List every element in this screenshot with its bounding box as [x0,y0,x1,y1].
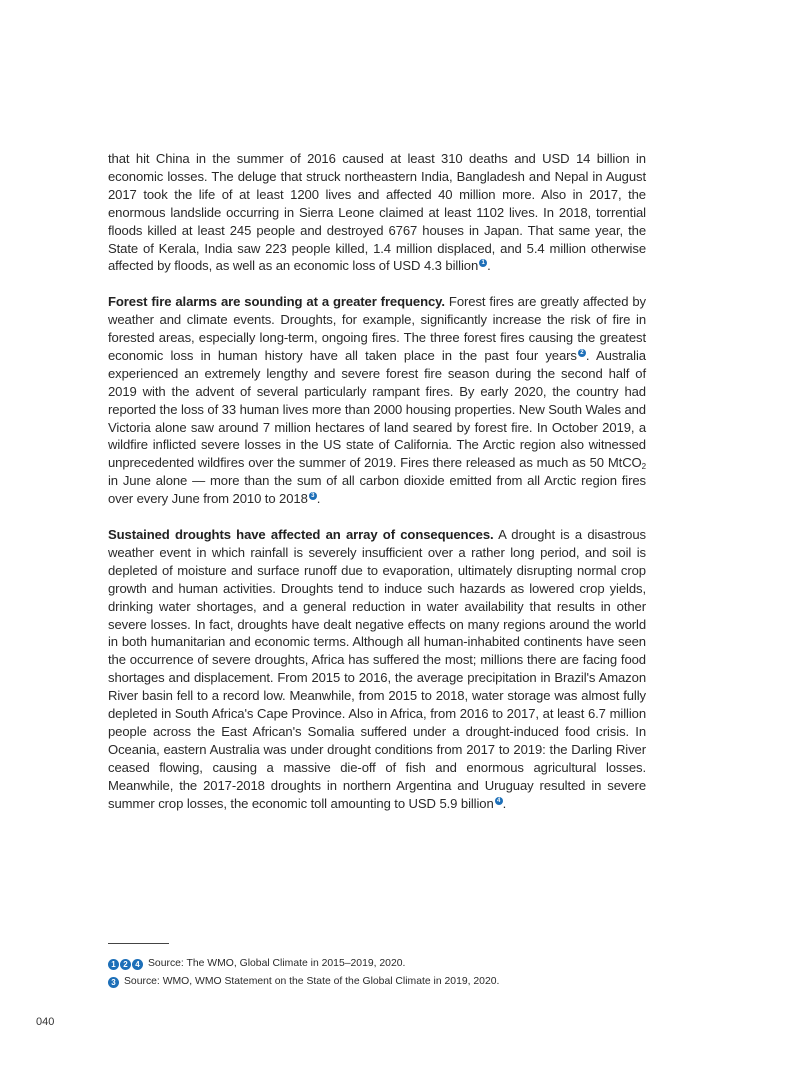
paragraph-floods [108,150,646,275]
footnote-ref-1[interactable]: 1 [479,259,487,267]
footnote-ref-3[interactable]: 3 [309,492,317,500]
footnote-item [108,973,499,991]
paragraph-forest-fires [108,293,646,508]
paragraph-text: A drought is a disastrous weather event in which rainfall is severely insufficient over a rather long period, and soil is depleted of moisture and surface runoff due to evaporation, ultimately disrupting normal crop growth and human activities. Droughts tend to induce such hazards as lowered crop yields, drinking water shortages, and a general reduction in water availability that results in other severe losses. In fact, droughts have dealt negative effects on many regions around the world in both humanitarian and economic terms. Although all human-inhabited continents have seen the occurrence of severe droughts, Africa has suffered the most; millions there are facing food shortages and displacement. From 2015 to 2016, the average precipitation in Brazil's Amazon River basin fell to a record low. Meanwhile, from 2015 to 2018, water storage was almost fully depleted in South Africa's Cape Province. Also in Africa, from 2016 to 2017, at least 6.7 million people across the East African's Somalia suffered under a drought-induced food crisis. In Oceania, eastern Australia was under drought conditions from 2017 to 2019: the Darling River ceased flowing, causing a massive die-off of fish and enormous agricultural losses. Meanwhile, the 2017-2018 droughts in northern Argentina and Uruguay resulted in severe summer crop losses, the economic toll amounting to USD 5.9 billion [108,527,646,811]
paragraph-text: Forest fires are greatly affected by weather and climate events. Droughts, for example, significantly increase the risk of fire in forested areas, especially long-term, ongoing fires. The three forest fires causing the greatest economic loss in human history have all taken place in the past four years [108,294,646,363]
footnote-divider [108,943,169,944]
punctuation: . [316,491,321,507]
footnote-text: Source: WMO, WMO Statement on the State of the Global Climate in 2019, 2020. [124,976,500,987]
paragraph-text: . Australia experienced an extremely lengthy and severe forest fire season during the second half of 2019 with the advent of several particularly rampant fires. By early 2020, the country had reported the loss of 33 human lives more than 2000 housing properties. New South Wales and Victoria alone saw around 7 million hectares of land seared by forest fire. In October 2019, a wildfire inflicted severe losses in the US state of California. The Arctic region also witnessed unprecedented wildfires over the summer of 2019. Fires there released as much as 50 MtCO [108,347,646,471]
footnote-marker: 4 [132,959,143,970]
page-number: 040 [36,1016,55,1028]
punctuation: . [487,258,491,274]
footnote-marker: 1 [108,959,119,970]
paragraph-droughts [108,526,646,813]
footnote-ref-2[interactable]: 2 [578,349,586,357]
body-text [108,150,646,830]
footnotes [108,955,499,991]
footnote-text: Source: The WMO, Global Climate in 2015–2019, 2020. [148,958,406,969]
punctuation: . [502,795,507,811]
paragraph-text: in June alone — more than the sum of all carbon dioxide emitted from all Arctic region fires over every June from 2010 to 2018 [108,473,646,507]
footnote-marker: 2 [120,959,131,970]
footnote-marker: 3 [108,977,119,988]
subscript: 2 [641,462,646,472]
footnote-item [108,955,499,973]
paragraph-lead: Forest fire alarms are sounding at a greater frequency. [108,294,445,310]
paragraph-lead: Sustained droughts have affected an array of consequences. [108,527,494,542]
footnote-ref-4[interactable]: 4 [495,797,503,805]
paragraph-text: that hit China in the summer of 2016 caused at least 310 deaths and USD 14 billion in economic losses. The deluge that struck northeastern India, Bangladesh and Nepal in August 2017 took the life of at least 1200 lives and affected 40 million more. Also in 2017, the enormous landslide occurring in Sierra Leone claimed at least 1102 lives. In 2018, torrential floods killed at least 245 people and destroyed 6767 houses in Japan. That same year, the State of Kerala, India saw 223 people killed, 1.4 million displaced, and 5.4 million otherwise affected by floods, as well as an economic loss of USD 4.3 billion [108,151,646,274]
